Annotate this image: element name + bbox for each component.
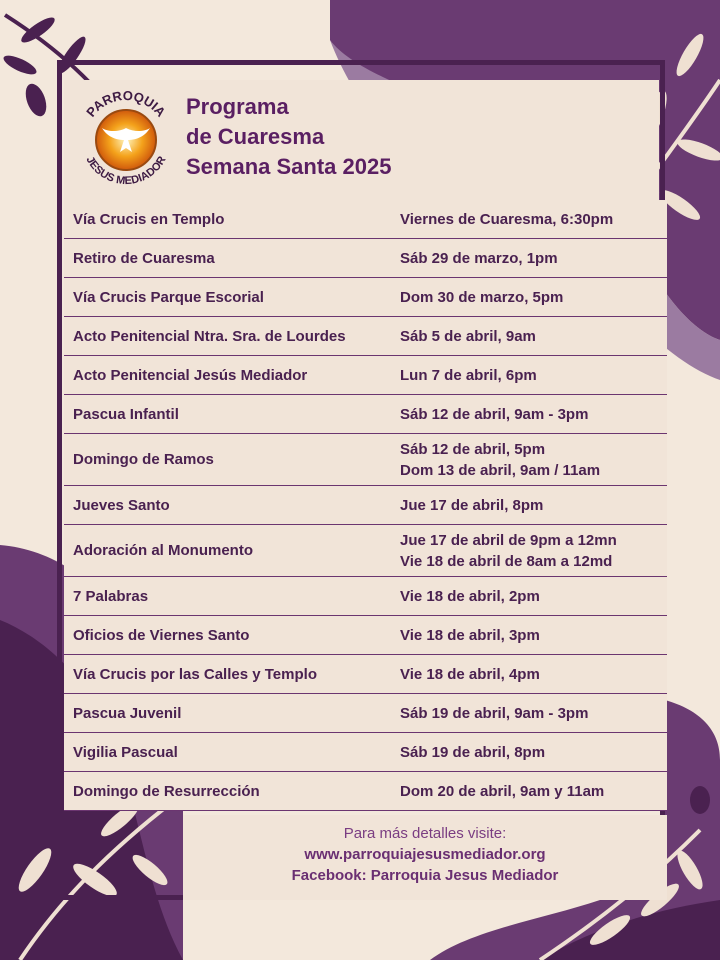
event-date (400, 209, 667, 230)
table-row (64, 577, 667, 616)
event-date-line: Dom 20 de abril, 9am y 11am (400, 782, 605, 800)
event-date-line: Dom 30 de marzo, 5pm (400, 288, 564, 306)
event-date-line: Lun 7 de abril, 6pm (400, 366, 537, 384)
title-line-2: de Cuaresma (186, 124, 325, 149)
table-row (64, 239, 667, 278)
event-date (400, 664, 667, 685)
table-row (64, 655, 667, 694)
title-line-1: Programa (186, 94, 289, 119)
table-row (64, 317, 667, 356)
event-date (400, 625, 667, 646)
event-date-line: Sáb 19 de abril, 8pm (400, 743, 546, 761)
facebook-link[interactable]: Facebook: Parroquia Jesus Mediador (291, 867, 559, 884)
event-name: Adoración al Monumento (73, 542, 253, 559)
table-row (64, 525, 667, 577)
event-name: Oficios de Viernes Santo (73, 626, 250, 644)
event-date (400, 530, 667, 572)
event-name: Vía Crucis por las Calles y Templo (73, 665, 317, 683)
footer-info (183, 815, 667, 900)
schedule-table (64, 200, 667, 811)
event-date-line: Vie 18 de abril, 2pm (400, 587, 540, 605)
event-date-line: Vie 18 de abril de 8am a 12md (400, 552, 613, 570)
event-name: Domingo de Resurrección (73, 782, 260, 800)
event-name: Pascua Juvenil (73, 704, 182, 722)
table-row (64, 616, 667, 655)
page-title (186, 92, 391, 182)
event-date-line: Sáb 12 de abril, 5pm (400, 440, 546, 458)
event-name: Retiro de Cuaresma (73, 249, 215, 267)
event-date (400, 326, 667, 347)
event-date (400, 742, 667, 763)
event-date-line: Sáb 19 de abril, 9am - 3pm (400, 704, 589, 722)
table-row (64, 200, 667, 239)
event-date-line: Jue 17 de abril, 8pm (400, 496, 544, 514)
table-row (64, 694, 667, 733)
logo-bottom-text: JESUS MEDIADOR (83, 154, 169, 188)
event-date (400, 586, 667, 607)
event-date-line: Sáb 5 de abril, 9am (400, 327, 536, 345)
olive-fruit (690, 786, 710, 814)
event-name: Jueves Santo (73, 496, 170, 514)
table-row (64, 395, 667, 434)
event-name: Acto Penitencial Ntra. Sra. de Lourdes (73, 327, 346, 345)
table-row (64, 772, 667, 811)
table-row (64, 278, 667, 317)
table-row (64, 486, 667, 525)
table-row (64, 733, 667, 772)
event-date (400, 365, 667, 386)
website-link[interactable]: www.parroquiajesusmediador.org (304, 846, 546, 863)
event-date-line: Sáb 29 de marzo, 1pm (400, 249, 558, 267)
table-row (64, 356, 667, 395)
event-date (400, 495, 667, 516)
event-date (400, 439, 667, 481)
event-date (400, 781, 667, 802)
event-name: Acto Penitencial Jesús Mediador (73, 366, 308, 384)
footer-intro: Para más detalles visite: (343, 825, 507, 842)
parish-logo (74, 88, 178, 192)
event-date (400, 404, 667, 425)
event-date-line: Jue 17 de abril de 9pm a 12mn (400, 531, 617, 549)
event-name: Domingo de Ramos (73, 451, 214, 468)
event-name: Vía Crucis Parque Escorial (73, 288, 264, 306)
event-date-line: Vie 18 de abril, 3pm (400, 626, 540, 644)
title-line-3: Semana Santa 2025 (186, 154, 392, 179)
event-name: Vía Crucis en Templo (73, 210, 225, 228)
event-date (400, 287, 667, 308)
event-date (400, 703, 667, 724)
event-date (400, 248, 667, 269)
event-date-line: Vie 18 de abril, 4pm (400, 665, 540, 683)
event-date-line: Viernes de Cuaresma, 6:30pm (400, 210, 614, 228)
logo-top-text: PARROQUIA (83, 88, 169, 120)
event-name: Vigilia Pascual (73, 743, 178, 761)
table-row (64, 434, 667, 486)
event-name: Pascua Infantil (73, 405, 179, 423)
event-date-line: Sáb 12 de abril, 9am - 3pm (400, 405, 589, 423)
event-name: 7 Palabras (73, 587, 149, 605)
event-date-line: Dom 13 de abril, 9am / 11am (400, 461, 601, 479)
